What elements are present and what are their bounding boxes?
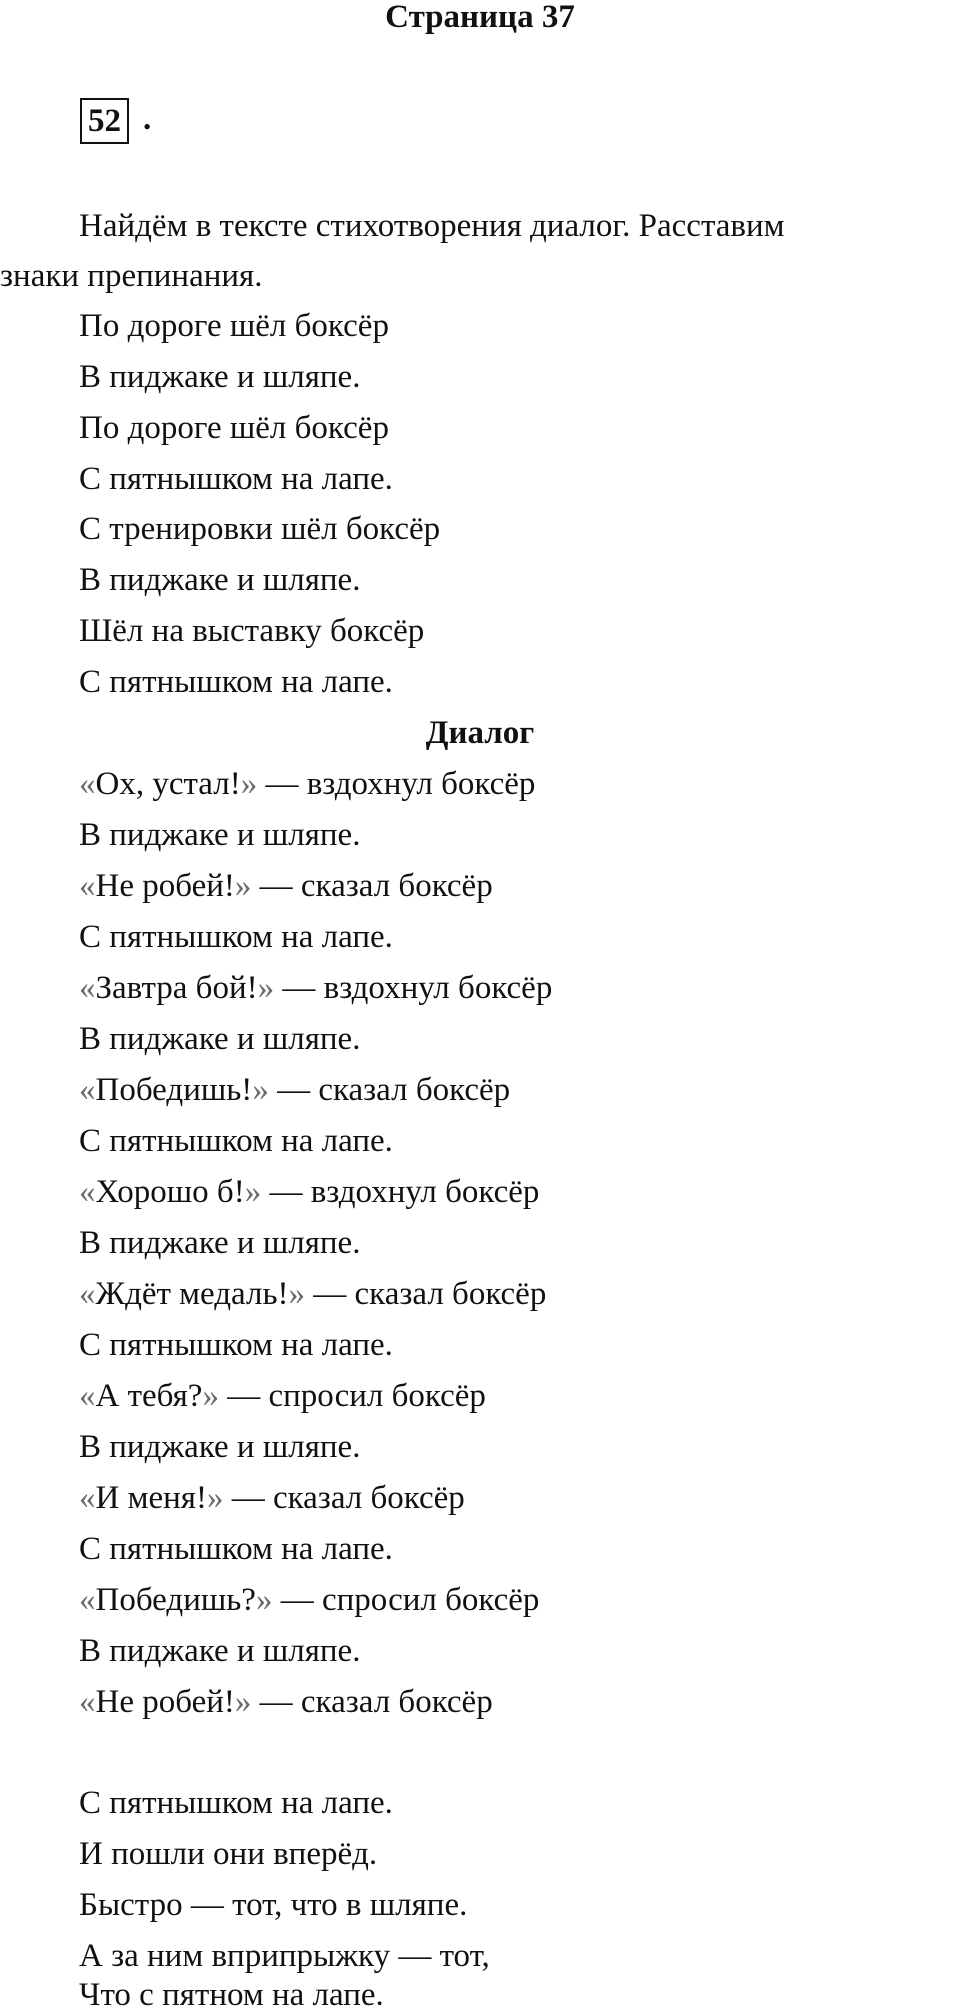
author-words: — сказал боксёр	[223, 1480, 465, 1516]
quote-open: «	[79, 1480, 96, 1516]
speech: Ох, устал!	[95, 766, 241, 802]
quote-close: »	[257, 970, 275, 1006]
author-words: — вздохнул боксёр	[257, 766, 536, 802]
quote-close: »	[244, 1174, 262, 1210]
author-words: — спросил боксёр	[272, 1582, 540, 1618]
dialogue-line	[79, 1682, 493, 1722]
speech: А тебя?	[95, 1378, 203, 1414]
dialogue-line: С пятнышком на лапе.	[79, 919, 393, 955]
author-words: — сказал боксёр	[305, 1276, 547, 1312]
section-title-dialogue: Диалог	[425, 715, 535, 751]
quote-open: «	[79, 1582, 96, 1618]
dialogue-line	[79, 866, 493, 906]
dialogue-line	[79, 764, 535, 804]
speech: И меня!	[95, 1480, 207, 1516]
quote-open: «	[79, 1276, 96, 1312]
speech: Ждёт медаль!	[95, 1276, 289, 1312]
poem-line: По дороге шёл боксёр	[79, 308, 389, 344]
task-number-box: 52	[80, 98, 129, 144]
quote-close: »	[288, 1276, 306, 1312]
quote-open: «	[79, 970, 96, 1006]
quote-open: «	[79, 1378, 96, 1414]
author-words: — сказал боксёр	[251, 868, 493, 904]
quote-close: »	[252, 1072, 269, 1108]
quote-close: »	[234, 1684, 252, 1720]
quote-close: »	[206, 1480, 224, 1516]
ending-line: Быстро — тот, что в шляпе.	[79, 1887, 468, 1923]
dialogue-line	[79, 1376, 486, 1416]
author-words: — сказал боксёр	[251, 1684, 493, 1720]
dialogue-line: В пиджаке и шляпе.	[79, 1633, 361, 1669]
dialogue-line: В пиджаке и шляпе.	[79, 1429, 361, 1465]
poem-line: Шёл на выставку боксёр	[79, 613, 425, 649]
dialogue-line: С пятнышком на лапе.	[79, 1327, 393, 1363]
dialogue-line: С пятнышком на лапе.	[79, 1123, 393, 1159]
ending-line: Что с пятном на лапе.	[79, 1977, 384, 2013]
poem-line: В пиджаке и шляпе.	[79, 562, 361, 598]
quote-open: «	[79, 766, 96, 802]
page-title: Страница 37	[385, 0, 575, 35]
quote-close: »	[240, 766, 258, 802]
poem-line: С пятнышком на лапе.	[79, 664, 393, 700]
author-words: — сказал боксёр	[268, 1072, 511, 1108]
quote-open: «	[79, 1072, 96, 1108]
poem-line: В пиджаке и шляпе.	[79, 359, 361, 395]
dialogue-line	[79, 1274, 546, 1314]
quote-open: «	[79, 868, 96, 904]
poem-line: С тренировки шёл боксёр	[79, 511, 441, 547]
dialogue-line: В пиджаке и шляпе.	[79, 1021, 361, 1057]
ending-line: И пошли они вперёд.	[79, 1836, 378, 1872]
intro-line-continuation: знаки препинания.	[0, 258, 263, 294]
author-words: — спросил боксёр	[218, 1378, 486, 1414]
ending-line: А за ним вприпрыжку — тот,	[79, 1938, 490, 1974]
dialogue-line	[79, 1172, 539, 1212]
quote-open: «	[79, 1684, 96, 1720]
author-words: — вздохнул боксёр	[261, 1174, 540, 1210]
dialogue-line: С пятнышком на лапе.	[79, 1531, 393, 1567]
intro-line: Найдём в тексте стихотворения диалог. Расставим	[79, 208, 785, 244]
ending-line: С пятнышком на лапе.	[79, 1785, 393, 1821]
dialogue-line	[79, 1070, 510, 1110]
quote-close: »	[255, 1582, 273, 1618]
poem-line: С пятнышком на лапе.	[79, 461, 393, 497]
author-words: — вздохнул боксёр	[274, 970, 553, 1006]
dialogue-line	[79, 1580, 539, 1620]
speech: Не робей!	[95, 1684, 235, 1720]
speech: Хорошо б!	[95, 1174, 245, 1210]
task-number-dot: .	[143, 101, 152, 137]
quote-close: »	[234, 868, 252, 904]
dialogue-line: В пиджаке и шляпе.	[79, 817, 361, 853]
quote-open: «	[79, 1174, 96, 1210]
dialogue-line	[79, 968, 552, 1008]
poem-line: По дороге шёл боксёр	[79, 410, 389, 446]
quote-close: »	[202, 1378, 219, 1414]
speech: Победишь!	[95, 1072, 253, 1108]
dialogue-line: В пиджаке и шляпе.	[79, 1225, 361, 1261]
dialogue-line	[79, 1478, 465, 1518]
speech: Победишь?	[95, 1582, 256, 1618]
speech: Не робей!	[95, 868, 235, 904]
speech: Завтра бой!	[95, 970, 258, 1006]
